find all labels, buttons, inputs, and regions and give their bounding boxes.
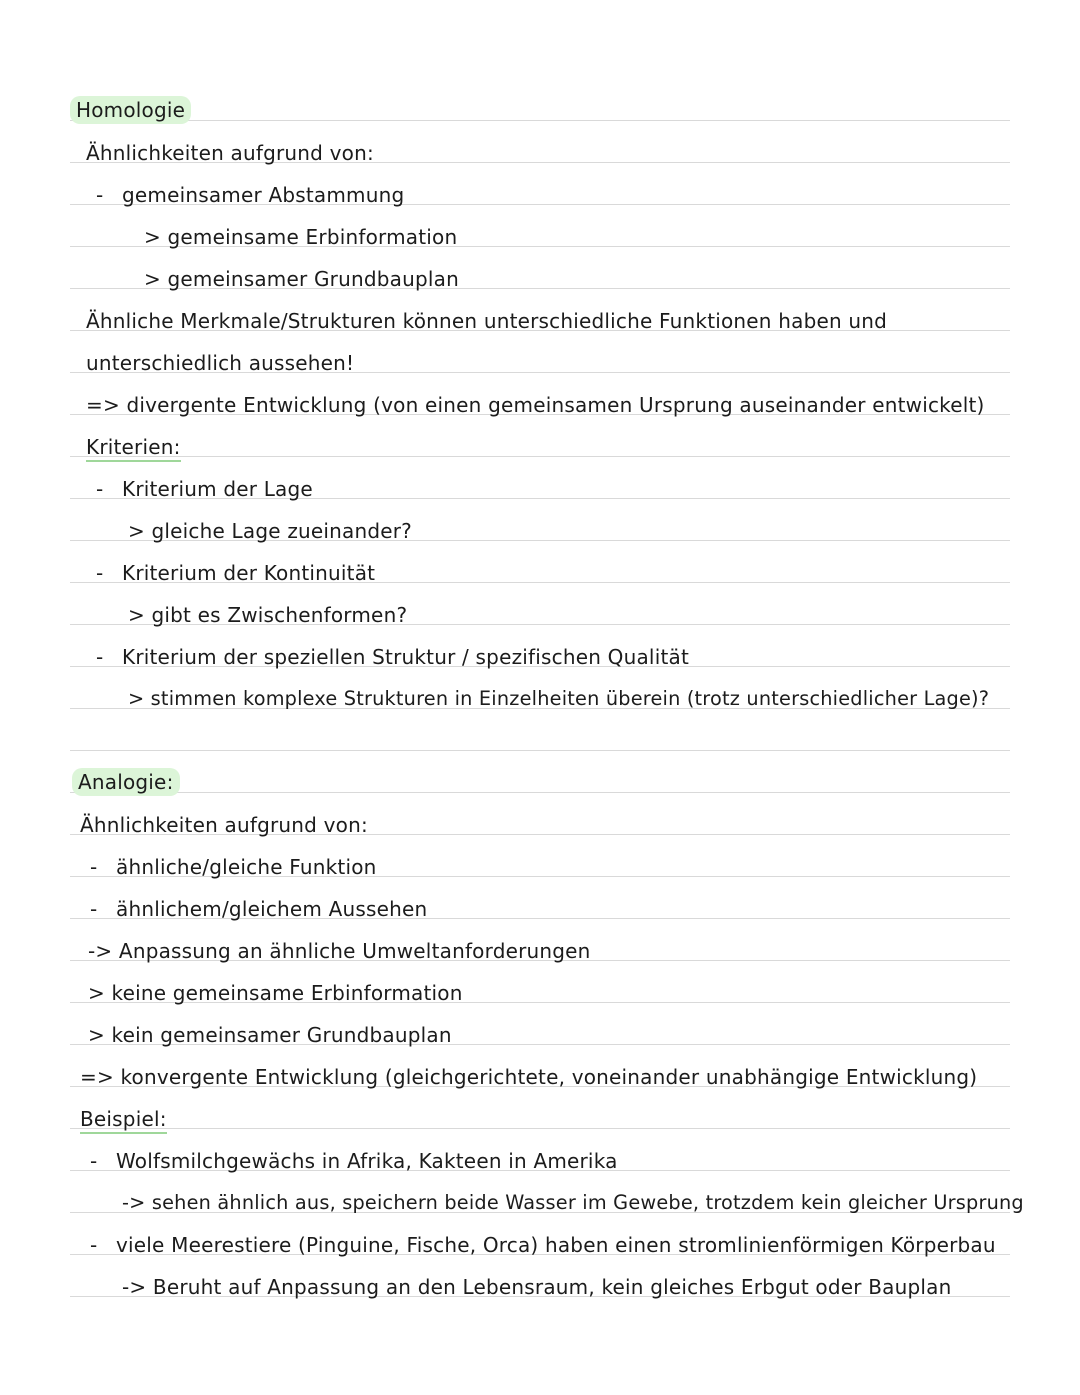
text-line (0, 308, 1080, 350)
bullet-dash: - (96, 645, 104, 669)
text-line (0, 1232, 1080, 1274)
example-heading: Beispiel: (80, 1106, 167, 1134)
homology-line: Kriterium der Lage (122, 477, 313, 501)
homology-line: > gleiche Lage zueinander? (128, 519, 412, 543)
text-line (0, 434, 1080, 476)
text-line (0, 476, 1080, 518)
text-line (0, 896, 1080, 938)
bullet-dash: - (96, 183, 104, 207)
bullet-dash: - (90, 855, 98, 879)
text-line (0, 602, 1080, 644)
text-line (0, 644, 1080, 686)
text-line (0, 266, 1080, 308)
analogy-line: Ähnlichkeiten aufgrund von: (80, 813, 368, 837)
text-line (0, 686, 1080, 728)
bullet-dash: - (96, 477, 104, 501)
rule-line (70, 750, 1010, 751)
text-line (0, 938, 1080, 980)
homology-line: > stimmen komplexe Strukturen in Einzelheiten überein (trotz unterschiedlicher Lage)? (128, 687, 990, 710)
text-line (0, 1022, 1080, 1064)
analogy-line: > keine gemeinsame Erbinformation (88, 981, 463, 1005)
homology-line: Kriterium der speziellen Struktur / spezifischen Qualität (122, 645, 689, 669)
text-line (0, 1106, 1080, 1148)
criteria-heading: Kriterien: (86, 434, 181, 462)
analogy-line: -> Anpassung an ähnliche Umweltanforderungen (88, 939, 591, 963)
analogy-line: -> Beruht auf Anpassung an den Lebensraum, kein gleiches Erbgut oder Bauplan (122, 1275, 952, 1299)
homology-line: > gemeinsame Erbinformation (144, 225, 458, 249)
text-line (0, 140, 1080, 182)
homology-line: > gemeinsamer Grundbauplan (144, 267, 459, 291)
homology-line: Ähnliche Merkmale/Strukturen können unterschiedliche Funktionen haben und (86, 309, 888, 333)
homology-line: > gibt es Zwischenformen? (128, 603, 408, 627)
text-line (0, 518, 1080, 560)
text-line (0, 350, 1080, 392)
text-line (0, 812, 1080, 854)
analogy-line: > kein gemeinsamer Grundbauplan (88, 1023, 452, 1047)
homology-line: Ähnlichkeiten aufgrund von: (86, 141, 374, 165)
bullet-dash: - (96, 561, 104, 585)
analogy-line: ähnliche/gleiche Funktion (116, 855, 377, 879)
homology-line: Kriterium der Kontinuität (122, 561, 376, 585)
text-line (0, 224, 1080, 266)
text-line (0, 980, 1080, 1022)
text-line (0, 1064, 1080, 1106)
homology-section (0, 96, 1080, 138)
bullet-dash: - (90, 1149, 98, 1173)
analogy-heading: Analogie: (72, 768, 180, 796)
analogy-line: Wolfsmilchgewächs in Afrika, Kakteen in Amerika (116, 1149, 618, 1173)
analogy-line: ähnlichem/gleichem Aussehen (116, 897, 428, 921)
homology-line: unterschiedlich aussehen! (86, 351, 355, 375)
homology-line: gemeinsamer Abstammung (122, 183, 405, 207)
text-line (0, 1274, 1080, 1316)
text-line (0, 392, 1080, 434)
text-line (0, 182, 1080, 224)
text-line (0, 1190, 1080, 1232)
analogy-line: viele Meerestiere (Pinguine, Fische, Orca) haben einen stromlinienförmigen Körperbau (116, 1233, 996, 1257)
analogy-line: -> sehen ähnlich aus, speichern beide Wasser im Gewebe, trotzdem kein gleicher Ursprung (122, 1191, 1024, 1214)
homology-heading: Homologie (70, 96, 191, 124)
analogy-line: => konvergente Entwicklung (gleichgerichtete, voneinander unabhängige Entwicklung) (80, 1065, 978, 1089)
analogy-section (0, 768, 1080, 810)
homology-line: => divergente Entwicklung (von einen gemeinsamen Ursprung auseinander entwickelt) (86, 393, 985, 417)
text-line (0, 560, 1080, 602)
bullet-dash: - (90, 897, 98, 921)
text-line (0, 854, 1080, 896)
bullet-dash: - (90, 1233, 98, 1257)
text-line (0, 1148, 1080, 1190)
